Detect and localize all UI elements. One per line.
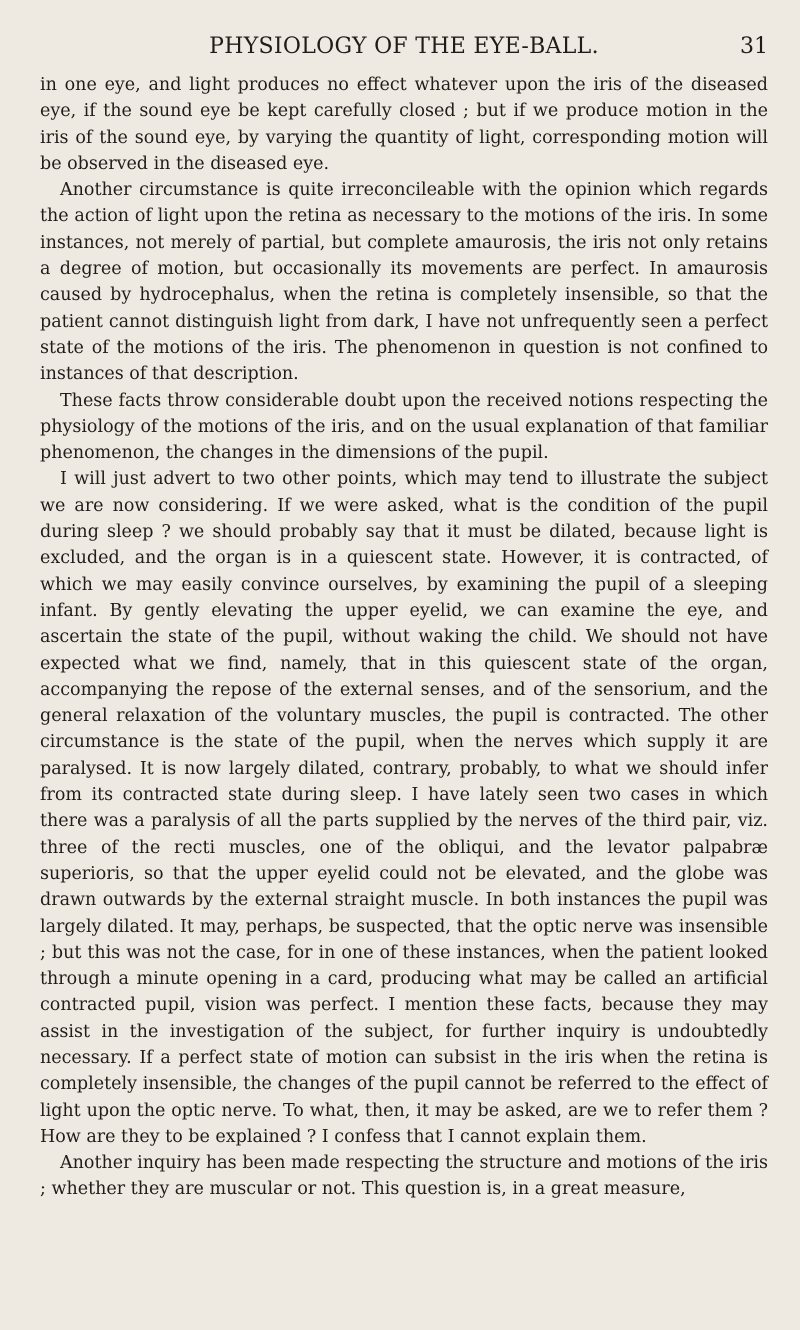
body-text [40,72,768,1203]
page-number: 31 [740,34,768,59]
paragraph: I will just advert to two other points, which may tend to illustrate the subject we are now considering. If we were asked, what is the condition of the pupil during sleep ? we should probably say that it must be dilated, because light is excluded, and the organ is in a quiescent state. However, it is contracted, of which we may easily convince ourselves, by examining the pupil of a sleeping infant. By gently elevating the upper eyelid, we can examine the eye, and ascertain the state of the pupil, without waking the child. We should not have expected what we find, namely, that in this quiescent state of the organ, accompanying the repose of the external senses, and of the sensorium, and the general relaxation of the voluntary muscles, the pupil is contracted. The other circumstance is the state of the pupil, when the nerves which supply it are paralysed. It is now largely dilated, contrary, probably, to what we should infer from its contracted state during sleep. I have lately seen two cases in which there was a paralysis of all the parts supplied by the nerves of the third pair, viz. three of the recti muscles, one of the obliqui, and the levator palpabræ superioris, so that the upper eyelid could not be elevated, and the globe was drawn outwards by the external straight muscle. In both instances the pupil was largely dilated. It may, perhaps, be suspected, that the optic nerve was insensible ; but this was not the case, for in one of these instances, when the patient looked through a minute opening in a card, producing what may be called an artificial contracted pupil, vision was perfect. I mention these facts, because they may assist in the investigation of the subject, for further inquiry is undoubtedly necessary. If a perfect state of motion can subsist in the iris when the retina is completely insensible, the changes of the pupil cannot be referred to the effect of light upon the optic nerve. To what, then, it may be asked, are we to refer them ? How are they to be explained ? I confess that I cannot explain them. [40,469,768,1147]
running-title: PHYSIOLOGY OF THE EYE-BALL. [209,34,599,59]
paragraph: Another inquiry has been made respecting the structure and motions of the iris ; whether they are muscular or not. This question is, in a great measure, [40,1153,768,1200]
paragraph: in one eye, and light produces no effect whatever upon the iris of the diseased eye, if the sound eye be kept carefully closed ; but if we produce motion in the iris of the sound eye, by varying the quantity of light, corresponding motion will be observed in the diseased eye. [40,75,768,174]
paragraph: These facts throw considerable doubt upon the received notions respecting the physiology of the motions of the iris, and on the usual explanation of that familiar phenomenon, the changes in the dimensions of the pupil. [40,390,768,464]
paragraph: Another circumstance is quite irreconcileable with the opinion which regards the action of light upon the retina as necessary to the motions of the iris. In some instances, not merely of partial, but complete amaurosis, the iris not only retains a degree of motion, but occasionally its movements are perfect. In amaurosis caused by hydrocephalus, when the retina is completely insensible, so that the patient cannot distinguish light from dark, I have not unfrequently seen a perfect state of the motions of the iris. The phenomenon in question is not confined to instances of that description. [40,180,768,385]
running-head [40,34,768,60]
